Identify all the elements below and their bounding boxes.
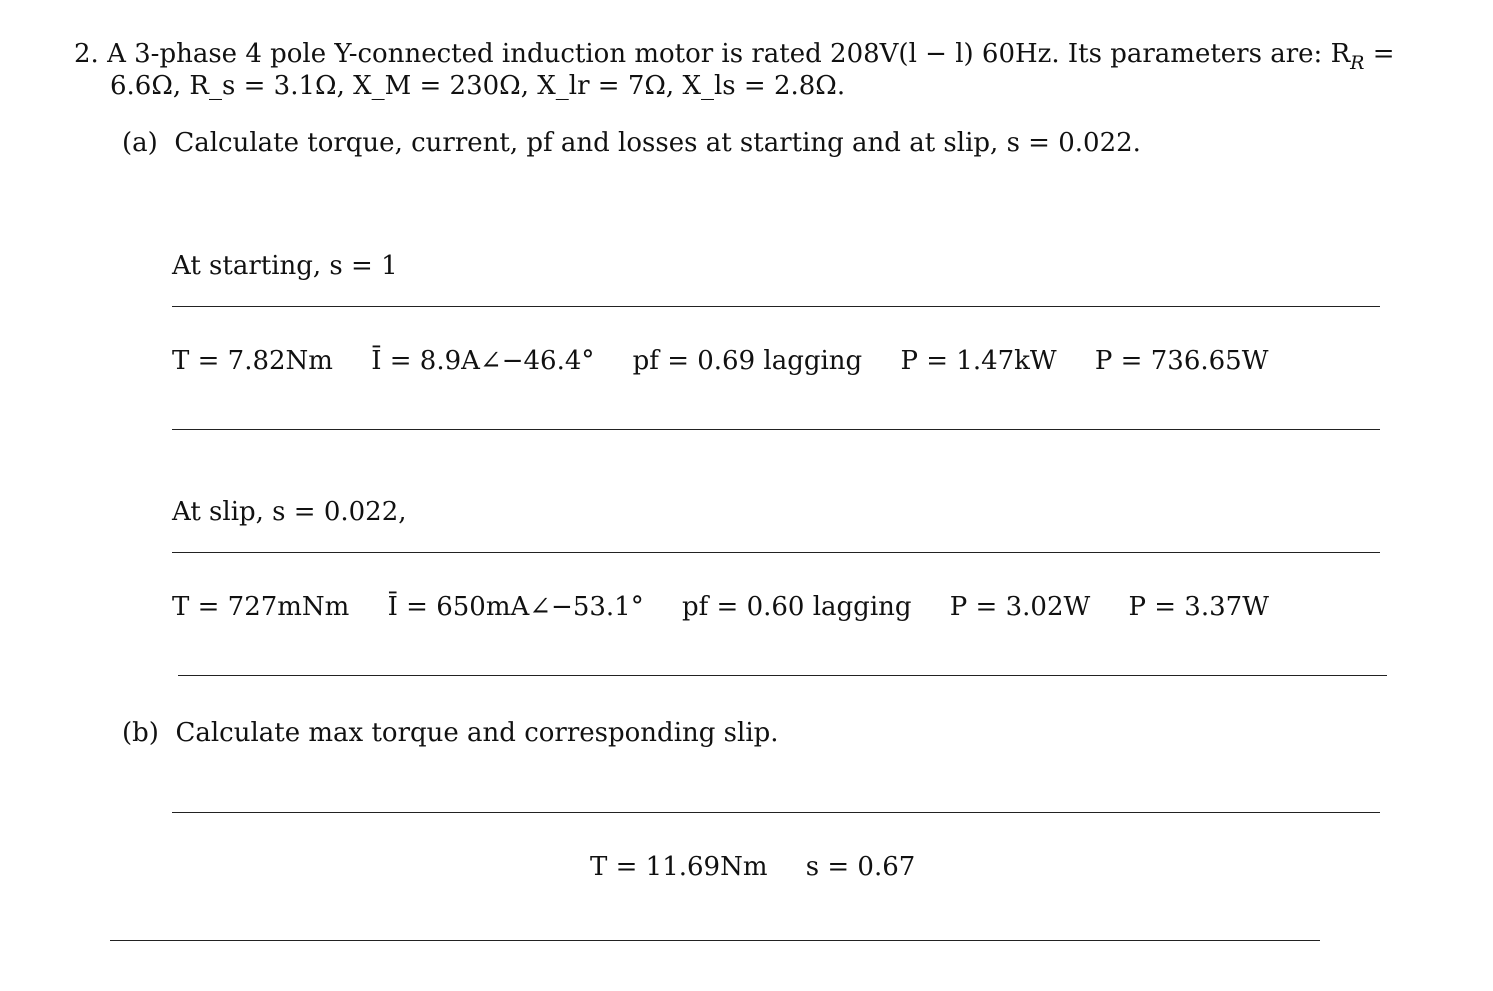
slip-current: Ī = 650mA∠−53.1° (387, 592, 644, 622)
starting-current: Ī = 8.9A∠−46.4° (371, 346, 595, 376)
starting-pf: pf = 0.69 lagging (632, 346, 863, 376)
answer-divider (178, 675, 1387, 676)
slip-stator-loss: P = 3.37W (1128, 592, 1269, 622)
answer-divider (172, 552, 1380, 553)
starting-heading: At starting, s = 1 (172, 251, 398, 281)
answer-divider (172, 429, 1380, 430)
starting-rotor-loss: P = 1.47kW (900, 346, 1057, 376)
slip-results (172, 591, 1269, 623)
statement-subscript-r: R (1350, 52, 1365, 74)
part-b-question-text: Calculate max torque and corresponding slip. (175, 718, 779, 748)
max-torque-slip: s = 0.67 (805, 852, 916, 882)
max-torque: T = 11.69Nm (590, 852, 768, 882)
part-a-question-text: Calculate torque, current, pf and losses at starting and at slip, s = 0.022. (174, 128, 1141, 158)
max-torque-results (590, 851, 915, 883)
problem-number: 2. (74, 39, 99, 69)
statement-text: A 3-phase 4 pole Y-connected induction motor is rated 208V(l − l) 60Hz. Its parameters are: R (107, 39, 1351, 69)
slip-pf: pf = 0.60 lagging (681, 592, 912, 622)
answer-divider (172, 306, 1380, 307)
answer-divider (172, 812, 1380, 813)
part-a-question (122, 127, 1141, 159)
slip-rotor-loss: P = 3.02W (949, 592, 1091, 622)
answer-divider (110, 940, 1320, 941)
statement-equals: = (1364, 39, 1395, 69)
problem-statement-line-1 (74, 38, 1395, 72)
part-b-question (122, 717, 779, 749)
starting-results (172, 345, 1268, 377)
part-a-label: (a) (122, 128, 158, 158)
starting-stator-loss: P = 736.65W (1094, 346, 1269, 376)
slip-heading: At slip, s = 0.022, (172, 497, 407, 527)
problem-statement-line-2: 6.6Ω, R_s = 3.1Ω, X_M = 230Ω, X_lr = 7Ω, X_ls = 2.8Ω. (110, 71, 846, 101)
starting-torque: T = 7.82Nm (172, 346, 333, 376)
part-b-label: (b) (122, 718, 159, 748)
slip-torque: T = 727mNm (172, 592, 350, 622)
